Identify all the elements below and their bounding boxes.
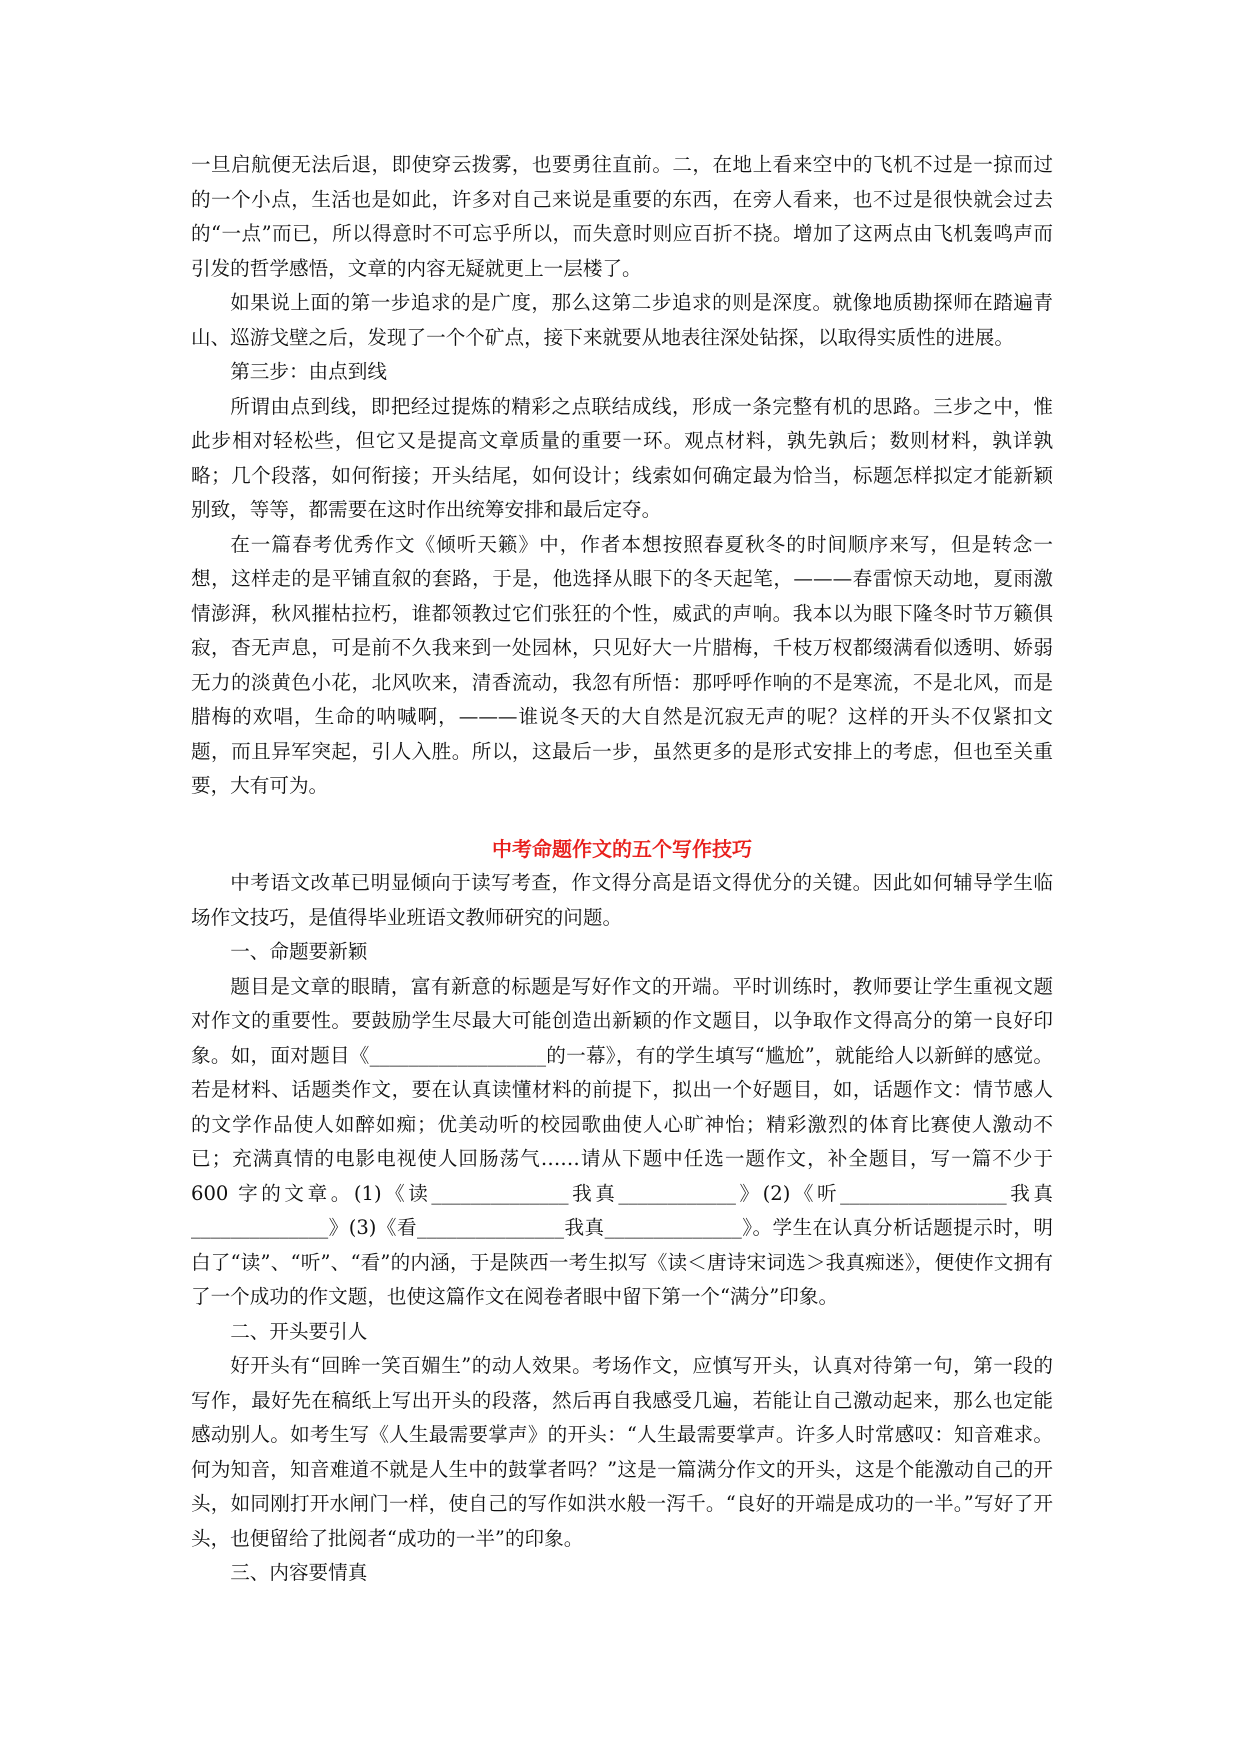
paragraph: 在一篇春考优秀作文《倾听天籁》中，作者本想按照春夏秋冬的时间顺序来写，但是转念一想，这样走的是平铺直叙的套路，于是，他选择从眼下的冬天起笔，———春雷惊天动地，夏雨激情澎湃，秋风摧枯拉朽，谁都领教过它们张狂的个性，威武的声响。我本以为眼下隆冬时节万籁俱寂，杳无声息，可是前不久我来到一处园林，只见好大一片腊梅，千枝万杈都缀满看似透明、娇弱无力的淡黄色小花，北风吹来，清香流动，我忽有所悟：那呼呼作响的不是寒流，不是北风，而是腊梅的欢唱，生命的呐喊啊，———谁说冬天的大自然是沉寂无声的呢？这样的开头不仅紧扣文题，而且异军突起，引人入胜。所以，这最后一步，虽然更多的是形式安排上的考虑，但也至关重要，大有可为。 [191,532,1053,797]
paragraph: 所谓由点到线，即把经过提炼的精彩之点联结成线，形成一条完整有机的思路。三步之中，惟此步相对轻松些，但它又是提高文章质量的重要一环。观点材料，孰先孰后；数则材料，孰详孰略；几个段落，如何衔接；开头结尾，如何设计；线索如何确定最为恰当，标题怎样拟定才能新颖别致，等等，都需要在这时作出统筹安排和最后定夺。 [191,394,1053,521]
paragraph: 一旦启航便无法后退，即使穿云拨雾，也要勇往直前。二，在地上看来空中的飞机不过是一掠而过的一个小点，生活也是如此，许多对自己来说是重要的东西，在旁人看来，也不过是很快就会过去的“一点”而已，所以得意时不可忘乎所以，而失意时则应百折不挠。增加了这两点由飞机轰鸣声而引发的哲学感悟，文章的内容无疑就更上一层楼了。 [191,153,1053,280]
subheading-3: 三、内容要情真 [230,1561,368,1584]
paragraph: 如果说上面的第一步追求的是广度，那么这第二步追求的则是深度。就像地质勘探师在踏遍青山、巡游戈壁之后，发现了一个个矿点，接下来就要从地表往深处钻探，以取得实质性的进展。 [191,291,1053,349]
subheading-1: 一、命题要新颖 [230,940,368,963]
paragraph: 题目是文章的眼睛，富有新意的标题是写好作文的开端。平时训练时，教师要让学生重视文题对作文的重要性。要鼓励学生尽最大可能创造出新颖的作文题目，以争取作文得高分的第一良好印象。如，面对题目《__________________的一幕》，有的学生填写“尴尬”，就能给人以新鲜的感觉。若是材料、话题类作文，要在认真读懂材料的前提下，拟出一个好题目，如，话题作文：情节感人的文学作品使人如醉如痴；优美动听的校园歌曲使人心旷神怡；精彩激烈的体育比赛使人激动不已；充满真情的电影电视使人回肠荡气……请从下题中任选一题作文，补全题目，写一篇不少于 600 字的文章。(1)《读______________我真____________》(2)《听_________________我真______________》(3)《看_______________我真______________》。学生在认真分析话题提示时，明白了“读”、“听”、“看”的内涵，于是陕西一考生拟写《读＜唐诗宋词选＞我真痴迷》，便使作文拥有了一个成功的作文题，也使这篇作文在阅卷者眼中留下第一个“满分”印象。 [191,974,1053,1308]
paragraph: 好开头有“回眸一笑百媚生”的动人效果。考场作文，应慎写开头，认真对待第一句，第一段的写作，最好先在稿纸上写出开头的段落，然后再自我感受几遍，若能让自己激动起来，那么也定能感动别人。如考生写《人生最需要掌声》的开头：“人生最需要掌声。许多人时常感叹：知音难求。何为知音，知音难道不就是人生中的鼓掌者吗？”这是一篇满分作文的开头，这是个能激动自己的开头，如同刚打开水闸门一样，使自己的写作如洪水般一泻千。“良好的开端是成功的一半。”写好了开头，也便留给了批阅者“成功的一半”的印象。 [191,1354,1053,1550]
step-heading: 第三步：由点到线 [230,360,387,383]
paragraph: 中考语文改革已明显倾向于读写考查，作文得分高是语文得优分的关键。因此如何辅导学生临场作文技巧，是值得毕业班语文教师研究的问题。 [191,871,1053,929]
section-title: 中考命题作文的五个写作技巧 [492,836,752,861]
document-page [191,148,1053,1591]
subheading-2: 二、开头要引人 [230,1319,368,1343]
